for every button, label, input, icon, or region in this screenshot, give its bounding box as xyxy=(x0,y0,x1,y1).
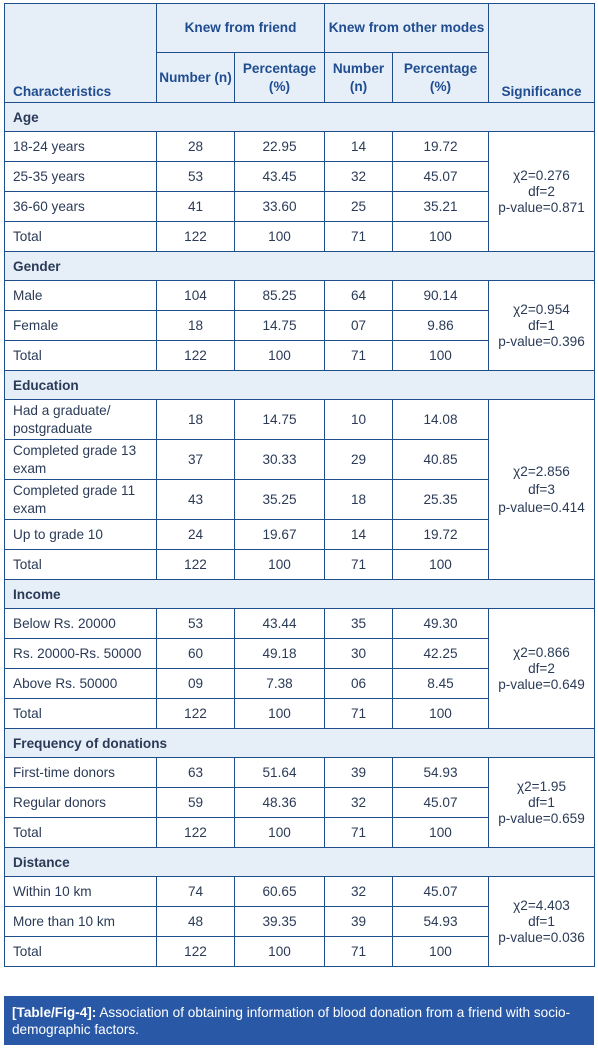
significance-line: χ2=0.954 xyxy=(513,301,570,317)
friend-percentage-cell: 100 xyxy=(235,818,325,848)
friend-number-cell: 28 xyxy=(157,132,235,162)
section-title: Education xyxy=(5,371,595,400)
number-header: Number (n) xyxy=(157,53,235,103)
other-percentage-cell: 49.30 xyxy=(393,609,489,639)
friend-number-cell: 43 xyxy=(157,480,235,520)
other-number-cell: 18 xyxy=(325,480,393,520)
group-friend-header: Knew from friend xyxy=(157,4,325,53)
section-title: Income xyxy=(5,580,595,609)
other-number-cell: 29 xyxy=(325,440,393,480)
other-number-cell: 32 xyxy=(325,162,393,192)
row-label: Total xyxy=(5,550,157,580)
significance-header: Significance xyxy=(489,4,595,103)
row-label: Total xyxy=(5,699,157,729)
friend-percentage-cell: 49.18 xyxy=(235,639,325,669)
table-row xyxy=(5,877,595,907)
friend-percentage-cell: 7.38 xyxy=(235,669,325,699)
row-label: Completed grade 13 exam xyxy=(5,440,157,480)
significance-line: df=2 xyxy=(528,183,555,199)
row-label: Total xyxy=(5,222,157,252)
section-header-row xyxy=(5,580,595,609)
other-number-cell: 39 xyxy=(325,907,393,937)
other-number-cell: 32 xyxy=(325,788,393,818)
other-percentage-cell: 45.07 xyxy=(393,162,489,192)
other-percentage-cell: 35.21 xyxy=(393,192,489,222)
friend-percentage-cell: 14.75 xyxy=(235,311,325,341)
row-label: Up to grade 10 xyxy=(5,520,157,550)
group-other-header: Knew from other modes xyxy=(325,4,489,53)
other-percentage-cell: 19.72 xyxy=(393,132,489,162)
section-header-row xyxy=(5,371,595,400)
friend-number-cell: 122 xyxy=(157,550,235,580)
section-header-row xyxy=(5,252,595,281)
other-number-cell: 32 xyxy=(325,877,393,907)
friend-percentage-cell: 14.75 xyxy=(235,400,325,440)
significance-line: p-value=0.649 xyxy=(498,676,585,692)
friend-number-cell: 59 xyxy=(157,788,235,818)
friend-percentage-cell: 51.64 xyxy=(235,758,325,788)
significance-line: p-value=0.871 xyxy=(498,199,585,215)
friend-percentage-cell: 30.33 xyxy=(235,440,325,480)
significance-line: p-value=0.396 xyxy=(498,333,585,349)
other-percentage-cell: 100 xyxy=(393,222,489,252)
section-title: Frequency of donations xyxy=(5,729,595,758)
friend-percentage-cell: 60.65 xyxy=(235,877,325,907)
row-label: Had a graduate/ postgraduate xyxy=(5,400,157,440)
table-container xyxy=(4,3,594,967)
other-number-cell: 07 xyxy=(325,311,393,341)
other-percentage-cell: 19.72 xyxy=(393,520,489,550)
friend-percentage-cell: 39.35 xyxy=(235,907,325,937)
characteristics-header: Characteristics xyxy=(5,4,157,103)
significance-line: χ2=1.95 xyxy=(516,778,567,794)
section-title: Distance xyxy=(5,848,595,877)
table-row xyxy=(5,758,595,788)
friend-percentage-cell: 22.95 xyxy=(235,132,325,162)
significance-cell xyxy=(489,609,595,729)
section-title: Age xyxy=(5,103,595,132)
significance-cell xyxy=(489,132,595,252)
friend-number-cell: 60 xyxy=(157,639,235,669)
other-number-cell: 71 xyxy=(325,550,393,580)
significance-line: df=3 xyxy=(528,481,555,497)
friend-percentage-cell: 100 xyxy=(235,341,325,371)
friend-number-cell: 37 xyxy=(157,440,235,480)
significance-cell xyxy=(489,758,595,848)
friend-percentage-cell: 33.60 xyxy=(235,192,325,222)
caption-text: Association of obtaining information of blood donation from a friend with socio-demographic factors. xyxy=(12,1005,571,1037)
significance-line: df=1 xyxy=(528,317,555,333)
row-label: Above Rs. 50000 xyxy=(5,669,157,699)
row-label: Completed grade 11 exam xyxy=(5,480,157,520)
section-header-row xyxy=(5,103,595,132)
friend-percentage-cell: 100 xyxy=(235,222,325,252)
row-label: Total xyxy=(5,818,157,848)
table-row xyxy=(5,609,595,639)
friend-number-cell: 48 xyxy=(157,907,235,937)
other-number-cell: 71 xyxy=(325,341,393,371)
friend-percentage-cell: 19.67 xyxy=(235,520,325,550)
friend-number-cell: 24 xyxy=(157,520,235,550)
other-percentage-cell: 40.85 xyxy=(393,440,489,480)
other-number-cell: 30 xyxy=(325,639,393,669)
table-row xyxy=(5,132,595,162)
other-number-cell: 14 xyxy=(325,132,393,162)
row-label: Within 10 km xyxy=(5,877,157,907)
other-percentage-cell: 100 xyxy=(393,937,489,967)
friend-percentage-cell: 35.25 xyxy=(235,480,325,520)
friend-number-cell: 122 xyxy=(157,818,235,848)
other-percentage-cell: 100 xyxy=(393,818,489,848)
significance-cell xyxy=(489,400,595,580)
friend-number-cell: 104 xyxy=(157,281,235,311)
other-number-cell: 25 xyxy=(325,192,393,222)
significance-line: df=1 xyxy=(528,913,555,929)
significance-line: df=2 xyxy=(528,660,555,676)
friend-number-cell: 41 xyxy=(157,192,235,222)
significance-line: p-value=0.414 xyxy=(498,499,585,515)
significance-line: p-value=0.659 xyxy=(498,810,585,826)
caption-label: [Table/Fig-4]: xyxy=(12,1005,97,1020)
other-number-cell: 39 xyxy=(325,758,393,788)
section-header-row xyxy=(5,729,595,758)
table-row xyxy=(5,281,595,311)
other-number-cell: 06 xyxy=(325,669,393,699)
row-label: Total xyxy=(5,341,157,371)
friend-percentage-cell: 48.36 xyxy=(235,788,325,818)
friend-percentage-cell: 100 xyxy=(235,699,325,729)
row-label: 36-60 years xyxy=(5,192,157,222)
friend-number-cell: 53 xyxy=(157,162,235,192)
section-title: Gender xyxy=(5,252,595,281)
other-number-cell: 71 xyxy=(325,699,393,729)
other-percentage-cell: 9.86 xyxy=(393,311,489,341)
friend-number-cell: 122 xyxy=(157,937,235,967)
other-number-cell: 71 xyxy=(325,222,393,252)
row-label: 18-24 years xyxy=(5,132,157,162)
row-label: Regular donors xyxy=(5,788,157,818)
friend-percentage-cell: 85.25 xyxy=(235,281,325,311)
significance-line: χ2=2.856 xyxy=(513,463,570,479)
other-number-cell: 35 xyxy=(325,609,393,639)
other-percentage-cell: 90.14 xyxy=(393,281,489,311)
section-header-row xyxy=(5,848,595,877)
other-percentage-cell: 54.93 xyxy=(393,758,489,788)
other-percentage-cell: 100 xyxy=(393,341,489,371)
table-body xyxy=(5,103,595,967)
other-number-cell: 71 xyxy=(325,818,393,848)
friend-number-cell: 18 xyxy=(157,311,235,341)
table-header xyxy=(5,4,595,103)
friend-number-cell: 53 xyxy=(157,609,235,639)
other-number-cell: 64 xyxy=(325,281,393,311)
friend-number-cell: 122 xyxy=(157,222,235,252)
table-row xyxy=(5,400,595,440)
row-label: Female xyxy=(5,311,157,341)
significance-line: p-value=0.036 xyxy=(498,929,585,945)
other-number-cell: 10 xyxy=(325,400,393,440)
other-percentage-cell: 25.35 xyxy=(393,480,489,520)
percentage-header: Percentage (%) xyxy=(235,53,325,103)
friend-number-cell: 74 xyxy=(157,877,235,907)
row-label: More than 10 km xyxy=(5,907,157,937)
other-percentage-cell: 42.25 xyxy=(393,639,489,669)
number-header: Number (n) xyxy=(325,53,393,103)
other-percentage-cell: 100 xyxy=(393,699,489,729)
other-number-cell: 71 xyxy=(325,937,393,967)
friend-percentage-cell: 43.45 xyxy=(235,162,325,192)
other-percentage-cell: 100 xyxy=(393,550,489,580)
other-percentage-cell: 8.45 xyxy=(393,669,489,699)
row-label: Rs. 20000-Rs. 50000 xyxy=(5,639,157,669)
other-number-cell: 14 xyxy=(325,520,393,550)
other-percentage-cell: 45.07 xyxy=(393,877,489,907)
other-percentage-cell: 45.07 xyxy=(393,788,489,818)
significance-line: χ2=0.866 xyxy=(513,644,570,660)
friend-percentage-cell: 100 xyxy=(235,937,325,967)
table-caption xyxy=(4,996,594,1045)
association-table xyxy=(4,3,595,967)
row-label: Male xyxy=(5,281,157,311)
friend-percentage-cell: 43.44 xyxy=(235,609,325,639)
significance-line: χ2=4.403 xyxy=(513,897,570,913)
other-percentage-cell: 14.08 xyxy=(393,400,489,440)
row-label: Below Rs. 20000 xyxy=(5,609,157,639)
friend-number-cell: 122 xyxy=(157,699,235,729)
significance-line: df=1 xyxy=(528,794,555,810)
row-label: 25-35 years xyxy=(5,162,157,192)
friend-number-cell: 122 xyxy=(157,341,235,371)
row-label: First-time donors xyxy=(5,758,157,788)
other-percentage-cell: 54.93 xyxy=(393,907,489,937)
significance-cell xyxy=(489,877,595,967)
friend-percentage-cell: 100 xyxy=(235,550,325,580)
significance-line: χ2=0.276 xyxy=(513,167,570,183)
row-label: Total xyxy=(5,937,157,967)
friend-number-cell: 18 xyxy=(157,400,235,440)
friend-number-cell: 09 xyxy=(157,669,235,699)
friend-number-cell: 63 xyxy=(157,758,235,788)
percentage-header: Percentage (%) xyxy=(393,53,489,103)
significance-cell xyxy=(489,281,595,371)
